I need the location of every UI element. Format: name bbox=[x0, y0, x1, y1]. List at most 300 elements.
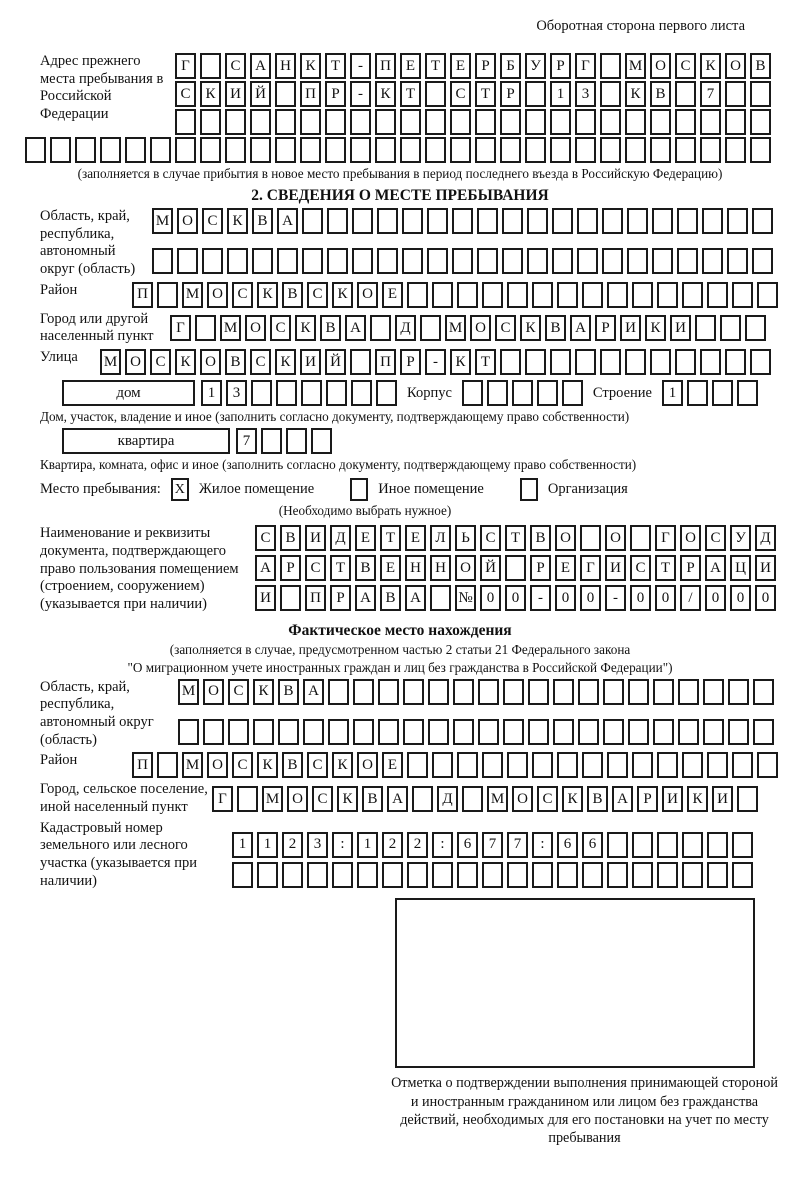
char-box[interactable]: : bbox=[532, 832, 553, 858]
char-box[interactable]: 7 bbox=[700, 81, 721, 107]
char-box[interactable]: Й bbox=[480, 555, 501, 581]
char-box[interactable]: К bbox=[257, 282, 278, 308]
char-box[interactable] bbox=[378, 719, 399, 745]
char-box[interactable] bbox=[457, 862, 478, 888]
char-box[interactable] bbox=[302, 248, 323, 274]
char-box[interactable] bbox=[632, 752, 653, 778]
char-box[interactable] bbox=[325, 137, 346, 163]
char-box[interactable] bbox=[632, 862, 653, 888]
char-box[interactable]: С bbox=[250, 349, 271, 375]
char-box[interactable]: Л bbox=[430, 525, 451, 551]
char-box[interactable]: - bbox=[425, 349, 446, 375]
char-box[interactable]: С bbox=[480, 525, 501, 551]
char-box[interactable] bbox=[487, 380, 508, 406]
char-box[interactable] bbox=[251, 380, 272, 406]
char-box[interactable] bbox=[505, 555, 526, 581]
char-box[interactable]: С bbox=[312, 786, 333, 812]
char-box[interactable] bbox=[382, 862, 403, 888]
char-box[interactable]: И bbox=[300, 349, 321, 375]
actual-district-row[interactable] bbox=[132, 752, 778, 778]
char-box[interactable]: С bbox=[255, 525, 276, 551]
char-box[interactable]: К bbox=[625, 81, 646, 107]
char-box[interactable]: С bbox=[630, 555, 651, 581]
char-box[interactable]: О bbox=[200, 349, 221, 375]
char-box[interactable]: А bbox=[612, 786, 633, 812]
char-box[interactable] bbox=[478, 679, 499, 705]
char-box[interactable] bbox=[552, 248, 573, 274]
char-box[interactable]: О bbox=[650, 53, 671, 79]
char-box[interactable] bbox=[277, 248, 298, 274]
char-box[interactable]: К bbox=[295, 315, 316, 341]
char-box[interactable]: А bbox=[345, 315, 366, 341]
char-box[interactable] bbox=[750, 81, 771, 107]
char-box[interactable]: О bbox=[287, 786, 308, 812]
char-box[interactable] bbox=[301, 380, 322, 406]
char-box[interactable]: 6 bbox=[582, 832, 603, 858]
char-box[interactable]: К bbox=[227, 208, 248, 234]
char-box[interactable]: О bbox=[245, 315, 266, 341]
char-box[interactable]: Т bbox=[325, 53, 346, 79]
char-box[interactable]: 0 bbox=[755, 585, 776, 611]
char-box[interactable] bbox=[75, 137, 96, 163]
char-box[interactable]: 1 bbox=[662, 380, 683, 406]
char-box[interactable] bbox=[100, 137, 121, 163]
char-box[interactable]: Р bbox=[325, 81, 346, 107]
char-box[interactable] bbox=[375, 137, 396, 163]
char-box[interactable]: - bbox=[350, 53, 371, 79]
char-box[interactable]: С bbox=[675, 53, 696, 79]
char-box[interactable] bbox=[707, 752, 728, 778]
apartment-number-row[interactable] bbox=[236, 428, 332, 454]
char-box[interactable] bbox=[702, 208, 723, 234]
char-box[interactable]: В bbox=[650, 81, 671, 107]
char-box[interactable] bbox=[475, 109, 496, 135]
char-box[interactable] bbox=[700, 109, 721, 135]
region-row-2[interactable] bbox=[152, 248, 773, 274]
char-box[interactable]: Г bbox=[170, 315, 191, 341]
char-box[interactable] bbox=[430, 585, 451, 611]
char-box[interactable] bbox=[653, 679, 674, 705]
char-box[interactable]: А bbox=[255, 555, 276, 581]
char-box[interactable]: В bbox=[278, 679, 299, 705]
char-box[interactable] bbox=[352, 208, 373, 234]
char-box[interactable]: 1 bbox=[357, 832, 378, 858]
char-box[interactable]: К bbox=[300, 53, 321, 79]
char-box[interactable]: М bbox=[487, 786, 508, 812]
char-box[interactable] bbox=[750, 349, 771, 375]
char-box[interactable] bbox=[550, 109, 571, 135]
char-box[interactable]: К bbox=[337, 786, 358, 812]
char-box[interactable] bbox=[750, 137, 771, 163]
document-row-2[interactable] bbox=[255, 555, 776, 581]
char-box[interactable]: М bbox=[220, 315, 241, 341]
char-box[interactable]: Н bbox=[275, 53, 296, 79]
char-box[interactable] bbox=[527, 248, 548, 274]
char-box[interactable] bbox=[528, 679, 549, 705]
char-box[interactable]: Г bbox=[575, 53, 596, 79]
char-box[interactable] bbox=[607, 862, 628, 888]
char-box[interactable]: : bbox=[332, 832, 353, 858]
char-box[interactable]: М bbox=[182, 752, 203, 778]
char-box[interactable]: Н bbox=[405, 555, 426, 581]
char-box[interactable] bbox=[407, 862, 428, 888]
char-box[interactable] bbox=[377, 248, 398, 274]
char-box[interactable] bbox=[202, 248, 223, 274]
char-box[interactable] bbox=[311, 428, 332, 454]
char-box[interactable] bbox=[682, 752, 703, 778]
char-box[interactable] bbox=[350, 349, 371, 375]
char-box[interactable] bbox=[227, 248, 248, 274]
char-box[interactable] bbox=[562, 380, 583, 406]
char-box[interactable]: Е bbox=[555, 555, 576, 581]
char-box[interactable] bbox=[675, 109, 696, 135]
char-box[interactable] bbox=[550, 349, 571, 375]
char-box[interactable] bbox=[332, 862, 353, 888]
char-box[interactable] bbox=[695, 315, 716, 341]
char-box[interactable] bbox=[203, 719, 224, 745]
char-box[interactable]: Г bbox=[580, 555, 601, 581]
char-box[interactable] bbox=[625, 137, 646, 163]
char-box[interactable]: Н bbox=[430, 555, 451, 581]
previous-address-row-2[interactable] bbox=[175, 81, 771, 107]
char-box[interactable]: К bbox=[562, 786, 583, 812]
char-box[interactable]: Т bbox=[505, 525, 526, 551]
actual-city-row[interactable] bbox=[212, 786, 758, 812]
char-box[interactable] bbox=[507, 752, 528, 778]
previous-address-row-1[interactable] bbox=[175, 53, 771, 79]
char-box[interactable] bbox=[650, 109, 671, 135]
char-box[interactable] bbox=[500, 137, 521, 163]
char-box[interactable] bbox=[125, 137, 146, 163]
char-box[interactable] bbox=[177, 248, 198, 274]
actual-region-row-2[interactable] bbox=[178, 719, 774, 745]
char-box[interactable]: В bbox=[380, 585, 401, 611]
char-box[interactable] bbox=[352, 248, 373, 274]
char-box[interactable]: А bbox=[355, 585, 376, 611]
char-box[interactable]: П bbox=[132, 752, 153, 778]
char-box[interactable]: М bbox=[152, 208, 173, 234]
char-box[interactable]: К bbox=[332, 752, 353, 778]
char-box[interactable] bbox=[737, 380, 758, 406]
char-box[interactable] bbox=[452, 248, 473, 274]
char-box[interactable]: В bbox=[545, 315, 566, 341]
char-box[interactable] bbox=[376, 380, 397, 406]
region-row-1[interactable] bbox=[152, 208, 773, 234]
char-box[interactable] bbox=[261, 428, 282, 454]
char-box[interactable]: П bbox=[375, 349, 396, 375]
char-box[interactable] bbox=[653, 719, 674, 745]
char-box[interactable] bbox=[657, 282, 678, 308]
char-box[interactable] bbox=[600, 109, 621, 135]
char-box[interactable] bbox=[582, 282, 603, 308]
char-box[interactable]: Р bbox=[400, 349, 421, 375]
char-box[interactable]: К bbox=[332, 282, 353, 308]
char-box[interactable] bbox=[280, 585, 301, 611]
char-box[interactable] bbox=[253, 719, 274, 745]
char-box[interactable]: К bbox=[175, 349, 196, 375]
char-box[interactable] bbox=[328, 719, 349, 745]
char-box[interactable]: О bbox=[725, 53, 746, 79]
char-box[interactable] bbox=[603, 719, 624, 745]
char-box[interactable] bbox=[725, 109, 746, 135]
char-box[interactable] bbox=[700, 349, 721, 375]
char-box[interactable] bbox=[328, 679, 349, 705]
char-box[interactable] bbox=[630, 525, 651, 551]
char-box[interactable] bbox=[650, 137, 671, 163]
char-box[interactable] bbox=[582, 862, 603, 888]
char-box[interactable]: И bbox=[225, 81, 246, 107]
char-box[interactable] bbox=[537, 380, 558, 406]
char-box[interactable] bbox=[525, 81, 546, 107]
char-box[interactable] bbox=[532, 282, 553, 308]
char-box[interactable] bbox=[178, 719, 199, 745]
stroenie-row[interactable] bbox=[662, 380, 758, 406]
char-box[interactable]: К bbox=[375, 81, 396, 107]
char-box[interactable] bbox=[350, 109, 371, 135]
char-box[interactable] bbox=[607, 752, 628, 778]
char-box[interactable] bbox=[477, 208, 498, 234]
char-box[interactable] bbox=[357, 862, 378, 888]
char-box[interactable]: 2 bbox=[282, 832, 303, 858]
cadastral-row-2[interactable] bbox=[232, 862, 753, 888]
char-box[interactable] bbox=[707, 282, 728, 308]
char-box[interactable] bbox=[403, 679, 424, 705]
char-box[interactable]: Б bbox=[500, 53, 521, 79]
char-box[interactable] bbox=[400, 109, 421, 135]
char-box[interactable] bbox=[502, 208, 523, 234]
char-box[interactable] bbox=[326, 380, 347, 406]
char-box[interactable] bbox=[302, 208, 323, 234]
char-box[interactable] bbox=[557, 282, 578, 308]
char-box[interactable]: 1 bbox=[550, 81, 571, 107]
char-box[interactable]: Р bbox=[280, 555, 301, 581]
char-box[interactable]: К bbox=[253, 679, 274, 705]
char-box[interactable] bbox=[632, 832, 653, 858]
char-box[interactable] bbox=[453, 679, 474, 705]
char-box[interactable] bbox=[575, 109, 596, 135]
char-box[interactable]: О bbox=[177, 208, 198, 234]
char-box[interactable]: О bbox=[512, 786, 533, 812]
char-box[interactable]: 0 bbox=[580, 585, 601, 611]
char-box[interactable]: И bbox=[305, 525, 326, 551]
char-box[interactable] bbox=[200, 109, 221, 135]
char-box[interactable]: К bbox=[275, 349, 296, 375]
char-box[interactable] bbox=[351, 380, 372, 406]
char-box[interactable] bbox=[482, 752, 503, 778]
char-box[interactable]: У bbox=[525, 53, 546, 79]
char-box[interactable]: М bbox=[182, 282, 203, 308]
stay-type-checkbox-residential[interactable]: X bbox=[171, 478, 189, 501]
char-box[interactable]: С bbox=[232, 752, 253, 778]
char-box[interactable] bbox=[675, 349, 696, 375]
char-box[interactable] bbox=[482, 862, 503, 888]
char-box[interactable] bbox=[577, 208, 598, 234]
char-box[interactable]: С bbox=[150, 349, 171, 375]
char-box[interactable] bbox=[532, 752, 553, 778]
char-box[interactable]: Г bbox=[655, 525, 676, 551]
char-box[interactable]: Т bbox=[475, 349, 496, 375]
char-box[interactable]: Г bbox=[175, 53, 196, 79]
char-box[interactable]: В bbox=[750, 53, 771, 79]
char-box[interactable]: К bbox=[450, 349, 471, 375]
char-box[interactable]: Г bbox=[212, 786, 233, 812]
char-box[interactable]: Р bbox=[550, 53, 571, 79]
char-box[interactable]: У bbox=[730, 525, 751, 551]
char-box[interactable]: Е bbox=[382, 282, 403, 308]
char-box[interactable]: С bbox=[537, 786, 558, 812]
char-box[interactable] bbox=[150, 137, 171, 163]
char-box[interactable] bbox=[350, 137, 371, 163]
char-box[interactable]: Е bbox=[355, 525, 376, 551]
char-box[interactable]: С bbox=[495, 315, 516, 341]
char-box[interactable]: П bbox=[375, 53, 396, 79]
char-box[interactable] bbox=[425, 109, 446, 135]
char-box[interactable] bbox=[503, 719, 524, 745]
char-box[interactable] bbox=[25, 137, 46, 163]
char-box[interactable] bbox=[687, 380, 708, 406]
char-box[interactable]: О bbox=[357, 752, 378, 778]
char-box[interactable] bbox=[678, 679, 699, 705]
char-box[interactable] bbox=[507, 862, 528, 888]
char-box[interactable] bbox=[152, 248, 173, 274]
char-box[interactable] bbox=[553, 719, 574, 745]
char-box[interactable] bbox=[225, 137, 246, 163]
char-box[interactable]: Р bbox=[530, 555, 551, 581]
char-box[interactable] bbox=[175, 109, 196, 135]
char-box[interactable] bbox=[577, 248, 598, 274]
char-box[interactable] bbox=[757, 752, 778, 778]
char-box[interactable] bbox=[745, 315, 766, 341]
char-box[interactable] bbox=[607, 832, 628, 858]
char-box[interactable] bbox=[628, 679, 649, 705]
char-box[interactable] bbox=[553, 679, 574, 705]
char-box[interactable] bbox=[657, 752, 678, 778]
char-box[interactable]: К bbox=[687, 786, 708, 812]
char-box[interactable]: - bbox=[530, 585, 551, 611]
char-box[interactable] bbox=[732, 752, 753, 778]
char-box[interactable] bbox=[250, 109, 271, 135]
char-box[interactable]: В bbox=[282, 752, 303, 778]
char-box[interactable] bbox=[527, 208, 548, 234]
char-box[interactable] bbox=[457, 282, 478, 308]
document-row-3[interactable] bbox=[255, 585, 776, 611]
char-box[interactable]: К bbox=[645, 315, 666, 341]
char-box[interactable]: И bbox=[255, 585, 276, 611]
char-box[interactable] bbox=[402, 248, 423, 274]
char-box[interactable] bbox=[370, 315, 391, 341]
char-box[interactable]: Д bbox=[395, 315, 416, 341]
char-box[interactable]: О bbox=[203, 679, 224, 705]
char-box[interactable] bbox=[728, 679, 749, 705]
char-box[interactable] bbox=[157, 752, 178, 778]
char-box[interactable]: С bbox=[307, 282, 328, 308]
char-box[interactable] bbox=[257, 862, 278, 888]
char-box[interactable] bbox=[450, 109, 471, 135]
char-box[interactable] bbox=[625, 109, 646, 135]
char-box[interactable] bbox=[657, 832, 678, 858]
stay-type-checkbox-organization[interactable] bbox=[520, 478, 538, 501]
char-box[interactable]: О bbox=[455, 555, 476, 581]
char-box[interactable] bbox=[353, 679, 374, 705]
char-box[interactable] bbox=[750, 109, 771, 135]
char-box[interactable]: О bbox=[125, 349, 146, 375]
char-box[interactable]: 1 bbox=[201, 380, 222, 406]
char-box[interactable]: Е bbox=[380, 555, 401, 581]
char-box[interactable]: Е bbox=[400, 53, 421, 79]
char-box[interactable] bbox=[682, 832, 703, 858]
char-box[interactable] bbox=[275, 109, 296, 135]
char-box[interactable] bbox=[327, 248, 348, 274]
char-box[interactable]: - bbox=[605, 585, 626, 611]
char-box[interactable] bbox=[627, 248, 648, 274]
char-box[interactable] bbox=[228, 719, 249, 745]
char-box[interactable]: С bbox=[305, 555, 326, 581]
char-box[interactable] bbox=[503, 679, 524, 705]
char-box[interactable] bbox=[225, 109, 246, 135]
char-box[interactable] bbox=[578, 719, 599, 745]
char-box[interactable] bbox=[575, 137, 596, 163]
char-box[interactable] bbox=[232, 862, 253, 888]
char-box[interactable]: М bbox=[100, 349, 121, 375]
char-box[interactable]: П bbox=[300, 81, 321, 107]
char-box[interactable] bbox=[402, 208, 423, 234]
char-box[interactable]: П bbox=[305, 585, 326, 611]
char-box[interactable] bbox=[732, 282, 753, 308]
char-box[interactable]: А bbox=[405, 585, 426, 611]
char-box[interactable] bbox=[307, 862, 328, 888]
char-box[interactable]: Д bbox=[437, 786, 458, 812]
char-box[interactable]: / bbox=[680, 585, 701, 611]
char-box[interactable] bbox=[502, 248, 523, 274]
char-box[interactable] bbox=[482, 282, 503, 308]
char-box[interactable]: 0 bbox=[555, 585, 576, 611]
char-box[interactable] bbox=[725, 349, 746, 375]
char-box[interactable] bbox=[682, 862, 703, 888]
char-box[interactable] bbox=[378, 679, 399, 705]
char-box[interactable]: К bbox=[700, 53, 721, 79]
house-number-row[interactable] bbox=[201, 380, 397, 406]
char-box[interactable]: Р bbox=[475, 53, 496, 79]
char-box[interactable]: В bbox=[320, 315, 341, 341]
char-box[interactable] bbox=[600, 53, 621, 79]
char-box[interactable] bbox=[507, 282, 528, 308]
char-box[interactable]: О bbox=[555, 525, 576, 551]
document-row-1[interactable] bbox=[255, 525, 776, 551]
char-box[interactable] bbox=[677, 208, 698, 234]
char-box[interactable] bbox=[603, 679, 624, 705]
char-box[interactable] bbox=[200, 53, 221, 79]
char-box[interactable] bbox=[627, 208, 648, 234]
char-box[interactable] bbox=[300, 109, 321, 135]
char-box[interactable] bbox=[720, 315, 741, 341]
char-box[interactable] bbox=[525, 349, 546, 375]
char-box[interactable] bbox=[550, 137, 571, 163]
char-box[interactable] bbox=[712, 380, 733, 406]
char-box[interactable] bbox=[375, 109, 396, 135]
char-box[interactable]: М bbox=[445, 315, 466, 341]
actual-region-row-1[interactable] bbox=[178, 679, 774, 705]
char-box[interactable]: И bbox=[620, 315, 641, 341]
char-box[interactable] bbox=[432, 752, 453, 778]
stay-type-checkbox-other-premises[interactable] bbox=[350, 478, 368, 501]
char-box[interactable] bbox=[532, 862, 553, 888]
char-box[interactable] bbox=[727, 208, 748, 234]
char-box[interactable]: В bbox=[362, 786, 383, 812]
char-box[interactable] bbox=[650, 349, 671, 375]
char-box[interactable] bbox=[427, 248, 448, 274]
char-box[interactable]: С bbox=[175, 81, 196, 107]
char-box[interactable]: С bbox=[225, 53, 246, 79]
